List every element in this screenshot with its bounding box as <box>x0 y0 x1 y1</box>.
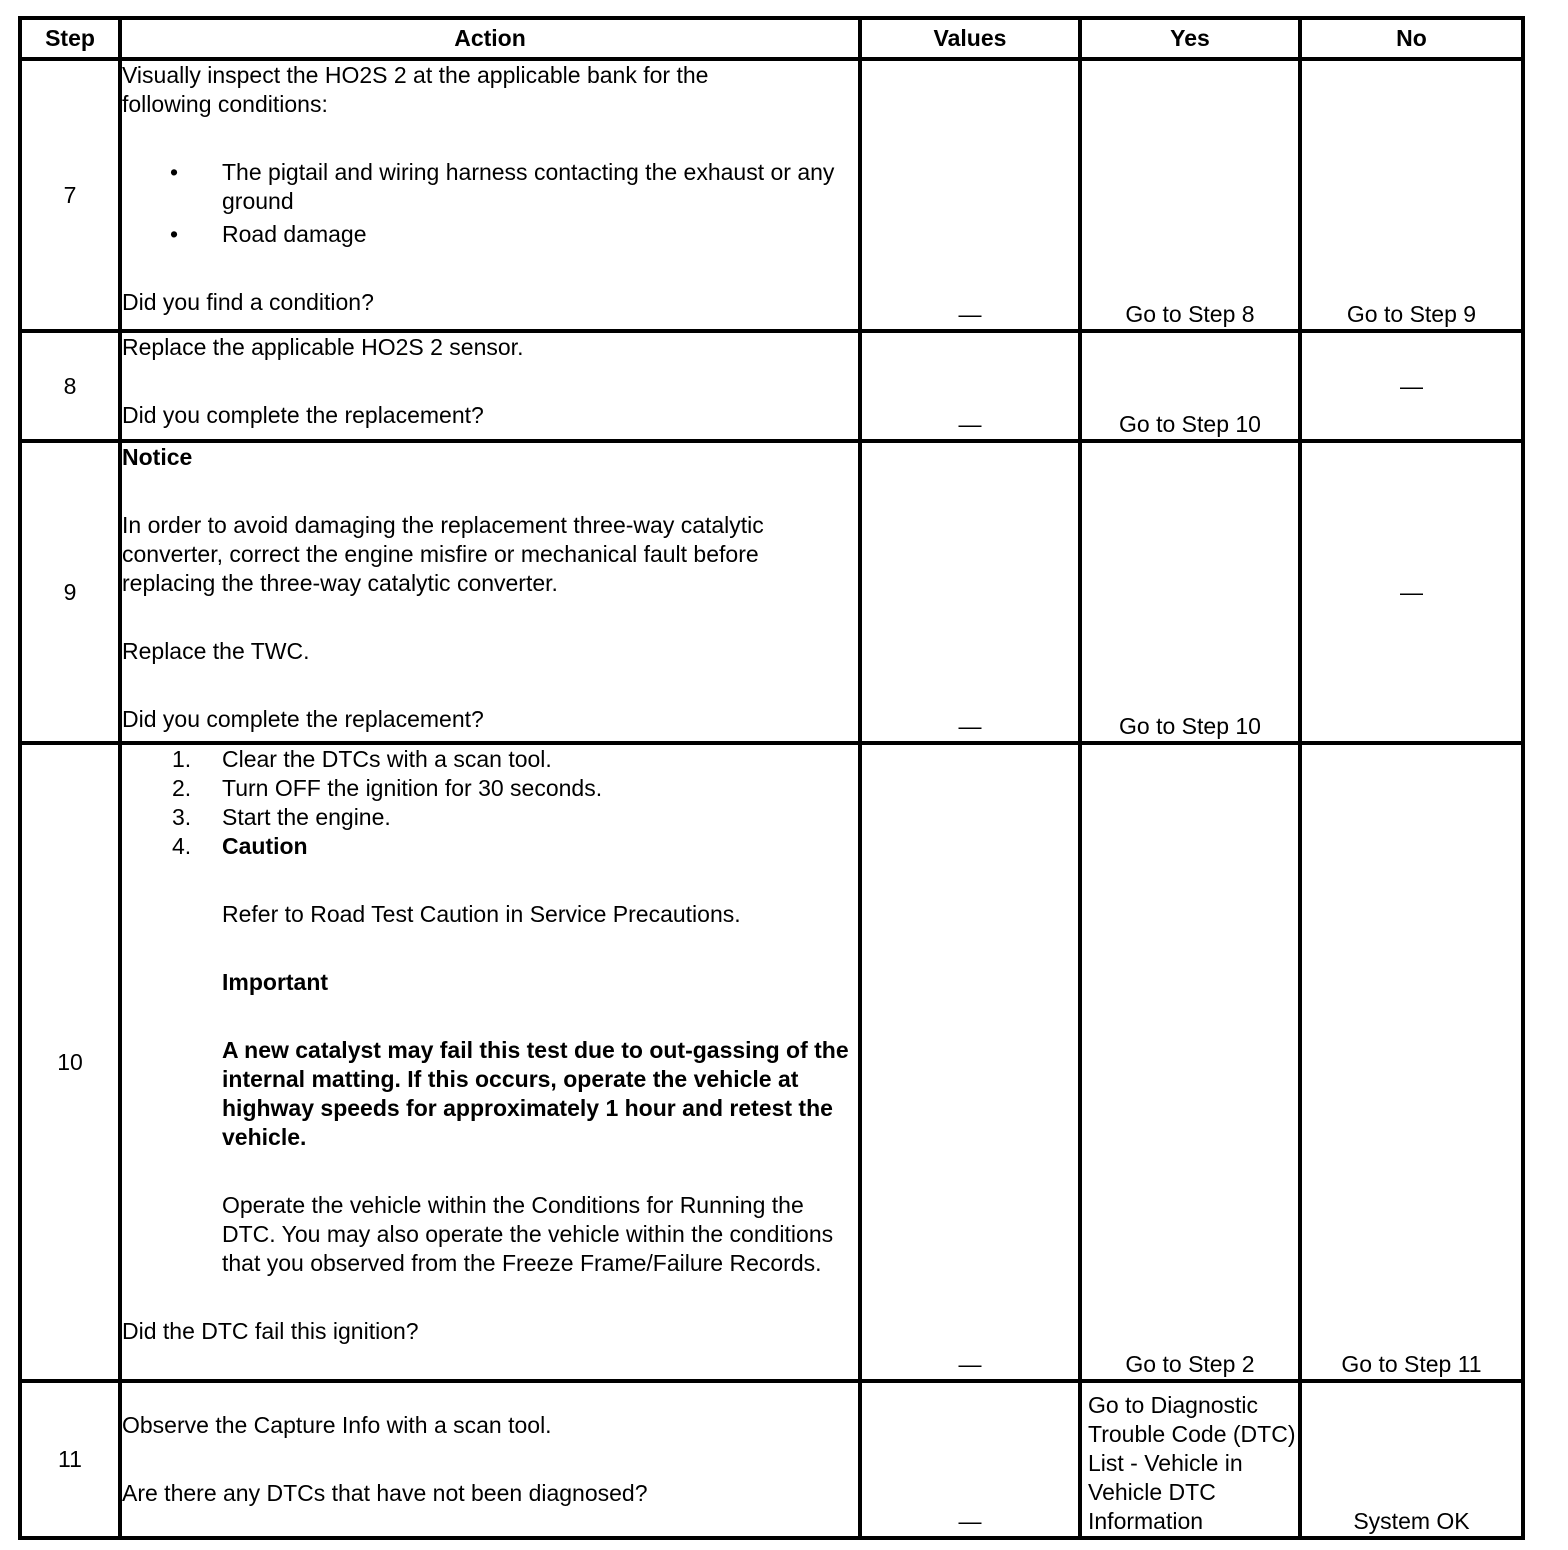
bullet-item <box>122 220 858 249</box>
values-cell: — <box>860 331 1080 441</box>
step-number: 11 <box>20 1381 120 1538</box>
numbered-item: 4. Caution <box>172 833 308 859</box>
notice-text: In order to avoid damaging the replacement three-way catalytic converter, correct the engine misfire or mechanical fault before replacing the three-way catalytic converter. <box>122 512 764 596</box>
values-cell: — <box>860 1381 1080 1538</box>
action-cell <box>120 331 860 441</box>
notice-title: Notice <box>122 444 193 470</box>
operate-text: Operate the vehicle within the Conditions for Running the DTC. You may also operate the vehicle within the conditions that you observed from the Freeze Frame/Failure Records. <box>222 1192 834 1276</box>
yes-link[interactable]: Go to Diagnostic Trouble Code (DTC) List - Vehicle in Vehicle DTC Information <box>1080 1381 1300 1538</box>
yes-link[interactable]: Go to Step 10 <box>1080 441 1300 743</box>
table-row <box>20 59 1523 331</box>
action-cell <box>120 441 860 743</box>
no-cell: — <box>1300 441 1523 743</box>
no-link[interactable]: Go to Step 11 <box>1300 743 1523 1381</box>
numbered-item: 1. Clear the DTCs with a scan tool. <box>172 746 552 772</box>
action-question: Did the DTC fail this ignition? <box>122 1318 419 1344</box>
bullet-marker: • <box>170 221 179 247</box>
important-title: Important <box>222 969 329 995</box>
step-number: 8 <box>20 331 120 441</box>
header-row <box>20 18 1523 59</box>
bullet-text: Road damage <box>222 221 367 247</box>
header-yes: Yes <box>1080 18 1300 59</box>
action-text: Replace the TWC. <box>122 638 310 664</box>
step-number: 7 <box>20 59 120 331</box>
values-cell: — <box>860 743 1080 1381</box>
action-cell <box>120 59 860 331</box>
caution-title: Caution <box>222 833 308 859</box>
important-text: A new catalyst may fail this test due to out-gassing of the internal matting. If this occurs, operate the vehicle at highway speeds for approximately 1 hour and retest the vehicle. <box>222 1037 849 1150</box>
table-row <box>20 1381 1523 1538</box>
no-cell: System OK <box>1300 1381 1523 1538</box>
values-cell: — <box>860 441 1080 743</box>
bullet-item <box>122 158 858 216</box>
action-cell <box>120 1381 860 1538</box>
action-question: Are there any DTCs that have not been diagnosed? <box>122 1480 648 1506</box>
action-intro: Visually inspect the HO2S 2 at the applicable bank for the following conditions: <box>122 62 709 117</box>
numbered-item: 3. Start the engine. <box>172 804 391 830</box>
values-cell: — <box>860 59 1080 331</box>
action-question: Did you complete the replacement? <box>122 402 484 428</box>
table-row <box>20 743 1523 1381</box>
diagnostic-table <box>18 16 1525 1540</box>
header-no: No <box>1300 18 1523 59</box>
action-question: Did you complete the replacement? <box>122 706 484 732</box>
action-question: Did you find a condition? <box>122 289 374 315</box>
header-step: Step <box>20 18 120 59</box>
numbered-item: 2. Turn OFF the ignition for 30 seconds. <box>172 775 603 801</box>
no-link[interactable]: Go to Step 9 <box>1300 59 1523 331</box>
no-cell: — <box>1300 331 1523 441</box>
yes-link[interactable]: Go to Step 2 <box>1080 743 1300 1381</box>
yes-link[interactable]: Go to Step 10 <box>1080 331 1300 441</box>
caution-text: Refer to Road Test Caution in Service Precautions. <box>222 901 741 927</box>
bullet-text: The pigtail and wiring harness contacting the exhaust or any ground <box>222 159 835 214</box>
action-text: Replace the applicable HO2S 2 sensor. <box>122 334 524 360</box>
step-number: 10 <box>20 743 120 1381</box>
yes-link[interactable]: Go to Step 8 <box>1080 59 1300 331</box>
action-text: Observe the Capture Info with a scan tool. <box>122 1412 552 1438</box>
table-row <box>20 441 1523 743</box>
header-action: Action <box>120 18 860 59</box>
header-values: Values <box>860 18 1080 59</box>
bullet-marker: • <box>170 159 179 185</box>
action-cell <box>120 743 860 1381</box>
step-number: 9 <box>20 441 120 743</box>
table-row <box>20 331 1523 441</box>
